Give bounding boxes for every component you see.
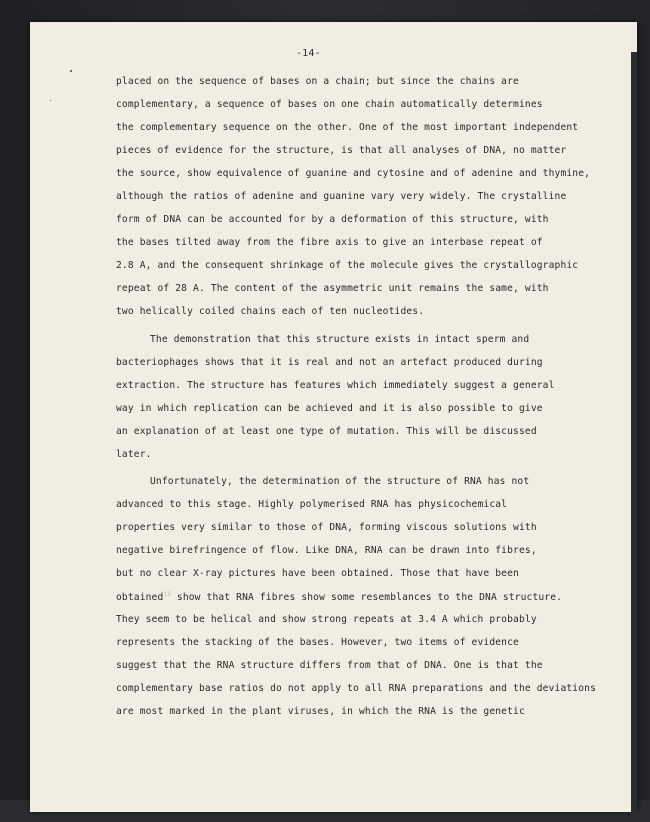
text-line: suggest that the RNA structure differs from that of DNA. One is that the bbox=[116, 660, 543, 671]
reference-superscript: 12 bbox=[163, 591, 171, 598]
paragraph-start-line: The demonstration that this structure exists in intact sperm and bbox=[150, 334, 530, 345]
text-line: although the ratios of adenine and guanine vary very widely. The crystalline bbox=[116, 191, 567, 202]
text-line: advanced to this stage. Highly polymerised RNA has physicochemical bbox=[116, 499, 508, 510]
text-line: the source, show equivalence of guanine and cytosine and of adenine and thymine, bbox=[116, 168, 591, 179]
text-line: but no clear X-ray pictures have been obtained. Those that have been bbox=[116, 568, 519, 579]
text-line: negative birefringence of flow. Like DNA, RNA can be drawn into fibres, bbox=[116, 545, 537, 556]
ink-speck bbox=[50, 100, 51, 101]
text-line: the bases tilted away from the fibre axis to give an interbase repeat of bbox=[116, 237, 543, 248]
text-line: two helically coiled chains each of ten nucleotides. bbox=[116, 306, 425, 317]
text-line: represents the stacking of the bases. However, two items of evidence bbox=[116, 637, 519, 648]
text-line: They seem to be helical and show strong repeats at 3.4 A which probably bbox=[116, 614, 537, 625]
text-line-with-reference bbox=[116, 591, 562, 603]
text-line: complementary, a sequence of bases on one chain automatically determines bbox=[116, 99, 543, 110]
text-line: way in which replication can be achieved and it is also possible to give bbox=[116, 403, 543, 414]
page-number: -14- bbox=[296, 48, 321, 59]
text-line: repeat of 28 A. The content of the asymmetric unit remains the same, with bbox=[116, 283, 549, 294]
text-line: complementary base ratios do not apply to all RNA preparations and the deviations bbox=[116, 683, 596, 694]
text-line: form of DNA can be accounted for by a deformation of this structure, with bbox=[116, 214, 549, 225]
text-line: pieces of evidence for the structure, is that all analyses of DNA, no matter bbox=[116, 145, 567, 156]
page-right-edge bbox=[631, 52, 637, 822]
paragraph-start-line: Unfortunately, the determination of the structure of RNA has not bbox=[150, 476, 530, 487]
text-line: an explanation of at least one type of mutation. This will be discussed bbox=[116, 426, 537, 437]
text-line: 2.8 A, and the consequent shrinkage of the molecule gives the crystallographic bbox=[116, 260, 579, 271]
text-line: later. bbox=[116, 449, 152, 460]
text-line: the complementary sequence on the other. One of the most important independent bbox=[116, 122, 579, 133]
text-line: properties very similar to those of DNA, forming viscous solutions with bbox=[116, 522, 537, 533]
text-line: bacteriophages shows that it is real and not an artefact produced during bbox=[116, 357, 543, 368]
text-line: are most marked in the plant viruses, in which the RNA is the genetic bbox=[116, 706, 525, 717]
text-line: extraction. The structure has features which immediately suggest a general bbox=[116, 380, 555, 391]
text-fragment: obtained bbox=[116, 592, 164, 604]
document-page bbox=[30, 22, 637, 812]
ink-speck bbox=[70, 70, 72, 72]
text-line: placed on the sequence of bases on a chain; but since the chains are bbox=[116, 76, 519, 87]
text-fragment: show that RNA fibres show some resemblances to the DNA structure. bbox=[176, 592, 563, 604]
